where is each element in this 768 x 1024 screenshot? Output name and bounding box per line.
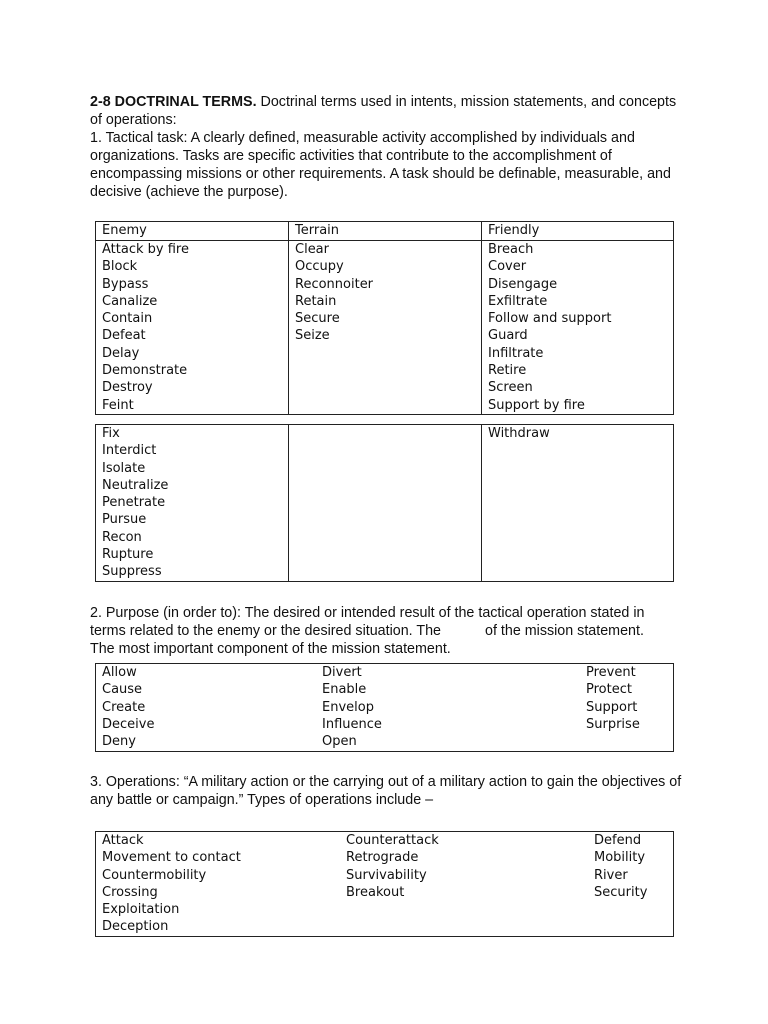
table-header-row bbox=[96, 222, 674, 241]
list-item: Survivability bbox=[346, 867, 427, 883]
terrain-tasks-cell bbox=[289, 241, 482, 415]
list-item: Screen bbox=[488, 380, 533, 396]
list-item: Counterattack bbox=[346, 833, 439, 848]
list-item: Feint bbox=[102, 397, 134, 413]
list-item: Demonstrate bbox=[102, 363, 188, 379]
header-terrain: Terrain bbox=[289, 222, 482, 241]
list-item: Withdraw bbox=[488, 426, 550, 441]
list-item: Countermobility bbox=[102, 867, 207, 883]
table-row bbox=[96, 425, 674, 582]
purpose-paragraph bbox=[90, 604, 690, 658]
header-friendly: Friendly bbox=[482, 222, 674, 241]
intro-paragraph bbox=[90, 93, 690, 201]
header-enemy: Enemy bbox=[96, 222, 289, 241]
friendly-task-list bbox=[488, 425, 667, 442]
list-item: Prevent bbox=[586, 665, 636, 680]
list-item: Deny bbox=[102, 734, 136, 750]
list-item: Cover bbox=[488, 259, 527, 275]
list-item: Seize bbox=[295, 328, 330, 344]
list-item: Follow and support bbox=[488, 311, 612, 327]
list-item: Protect bbox=[586, 682, 632, 698]
list-item: Disengage bbox=[488, 276, 558, 292]
purpose-list-1 bbox=[102, 664, 316, 750]
list-item: Crossing bbox=[102, 884, 158, 900]
purpose-line-2a: terms related to the enemy or the desired situation. The bbox=[90, 623, 441, 639]
purpose-column-1 bbox=[96, 664, 317, 752]
list-item: Contain bbox=[102, 311, 153, 327]
list-item: Interdict bbox=[102, 443, 157, 459]
enemy-tasks-cell bbox=[96, 241, 289, 415]
list-item: Destroy bbox=[102, 380, 153, 396]
list-item: Penetrate bbox=[102, 495, 166, 511]
terrain-tasks-cell bbox=[289, 425, 482, 582]
table-row bbox=[96, 664, 674, 752]
list-item: River bbox=[594, 867, 628, 883]
section-heading-text: Doctrinal terms used in intents, mission statements, and concepts of operations: bbox=[90, 94, 677, 128]
purpose-line-1: 2. Purpose (in order to): The desired or intended result of the tactical operation stated in bbox=[90, 605, 645, 621]
list-item: Block bbox=[102, 259, 138, 275]
friendly-tasks-cell bbox=[482, 241, 674, 415]
list-item: Deception bbox=[102, 919, 169, 935]
list-item: Retrograde bbox=[346, 850, 419, 866]
list-item: Canalize bbox=[102, 293, 158, 309]
list-item: Open bbox=[322, 734, 357, 750]
operations-definition: 3. Operations: “A military action or the carrying out of a military action to gain the objectives of any battle or campaign.” Types of operations include – bbox=[90, 774, 682, 808]
list-item: Support bbox=[586, 699, 638, 715]
list-item: Neutralize bbox=[102, 477, 169, 493]
list-item: Secure bbox=[295, 311, 340, 327]
operations-table bbox=[95, 831, 674, 937]
tactical-task-definition: 1. Tactical task: A clearly defined, measurable activity accomplished by individuals and organizations. Tasks are specific activities that contribute to the accomplishment of encompassing missions or other requirements. A task should be definable, measurable, and decisive (achieve the purpose). bbox=[90, 130, 671, 200]
list-item: Delay bbox=[102, 345, 140, 361]
list-item: Rupture bbox=[102, 547, 154, 563]
list-item: Attack bbox=[102, 833, 144, 848]
list-item: Security bbox=[594, 884, 648, 900]
list-item: Breakout bbox=[346, 884, 405, 900]
purpose-list-2 bbox=[322, 664, 574, 750]
list-item: Envelop bbox=[322, 699, 374, 715]
purpose-column-2 bbox=[316, 664, 574, 752]
operations-list-3 bbox=[594, 832, 673, 901]
list-item: Defeat bbox=[102, 328, 146, 344]
list-item: Exfiltrate bbox=[488, 293, 548, 309]
operations-column-3 bbox=[592, 832, 674, 937]
list-item: Influence bbox=[322, 716, 382, 732]
list-item: Suppress bbox=[102, 564, 162, 580]
operations-column-1 bbox=[96, 832, 341, 937]
friendly-tasks-cell bbox=[482, 425, 674, 582]
operations-list-1 bbox=[102, 832, 340, 936]
list-item: Attack by fire bbox=[102, 242, 189, 257]
list-item: Reconnoiter bbox=[295, 276, 374, 292]
section-heading: 2-8 DOCTRINAL TERMS. bbox=[90, 94, 257, 110]
list-item: Deceive bbox=[102, 716, 155, 732]
list-item: Cause bbox=[102, 682, 143, 698]
list-item: Breach bbox=[488, 242, 534, 257]
list-item: Retain bbox=[295, 293, 337, 309]
enemy-task-list bbox=[102, 425, 282, 581]
purpose-list-3 bbox=[586, 664, 673, 733]
list-item: Movement to contact bbox=[102, 850, 241, 866]
operations-list-2 bbox=[346, 832, 592, 901]
list-item: Surprise bbox=[586, 716, 640, 732]
list-item: Divert bbox=[322, 665, 362, 680]
purpose-line-3: The most important component of the mission statement. bbox=[90, 641, 451, 657]
purpose-table bbox=[95, 663, 674, 752]
list-item: Pursue bbox=[102, 512, 147, 528]
list-item: Guard bbox=[488, 328, 528, 344]
list-item: Exploitation bbox=[102, 902, 180, 918]
enemy-task-list bbox=[102, 241, 282, 414]
table-row bbox=[96, 832, 674, 937]
list-item: Enable bbox=[322, 682, 367, 698]
purpose-column-3 bbox=[574, 664, 674, 752]
list-item: Clear bbox=[295, 242, 329, 257]
list-item: Allow bbox=[102, 665, 137, 680]
list-item: Defend bbox=[594, 833, 642, 848]
list-item: Infiltrate bbox=[488, 345, 544, 361]
terrain-task-list bbox=[295, 241, 475, 345]
list-item: Fix bbox=[102, 426, 120, 441]
list-item: Bypass bbox=[102, 276, 149, 292]
tactical-task-table bbox=[95, 221, 674, 415]
tactical-task-table-continued bbox=[95, 424, 674, 582]
operations-paragraph bbox=[90, 773, 690, 809]
table-row bbox=[96, 241, 674, 415]
list-item: Recon bbox=[102, 529, 142, 545]
list-item: Occupy bbox=[295, 259, 344, 275]
purpose-line-2b: of the mission statement. bbox=[485, 623, 644, 639]
friendly-task-list bbox=[488, 241, 667, 414]
list-item: Create bbox=[102, 699, 146, 715]
list-item: Isolate bbox=[102, 460, 146, 476]
enemy-tasks-cell bbox=[96, 425, 289, 582]
operations-column-2 bbox=[340, 832, 592, 937]
list-item: Retire bbox=[488, 363, 527, 379]
list-item: Mobility bbox=[594, 850, 646, 866]
list-item: Support by fire bbox=[488, 397, 585, 413]
